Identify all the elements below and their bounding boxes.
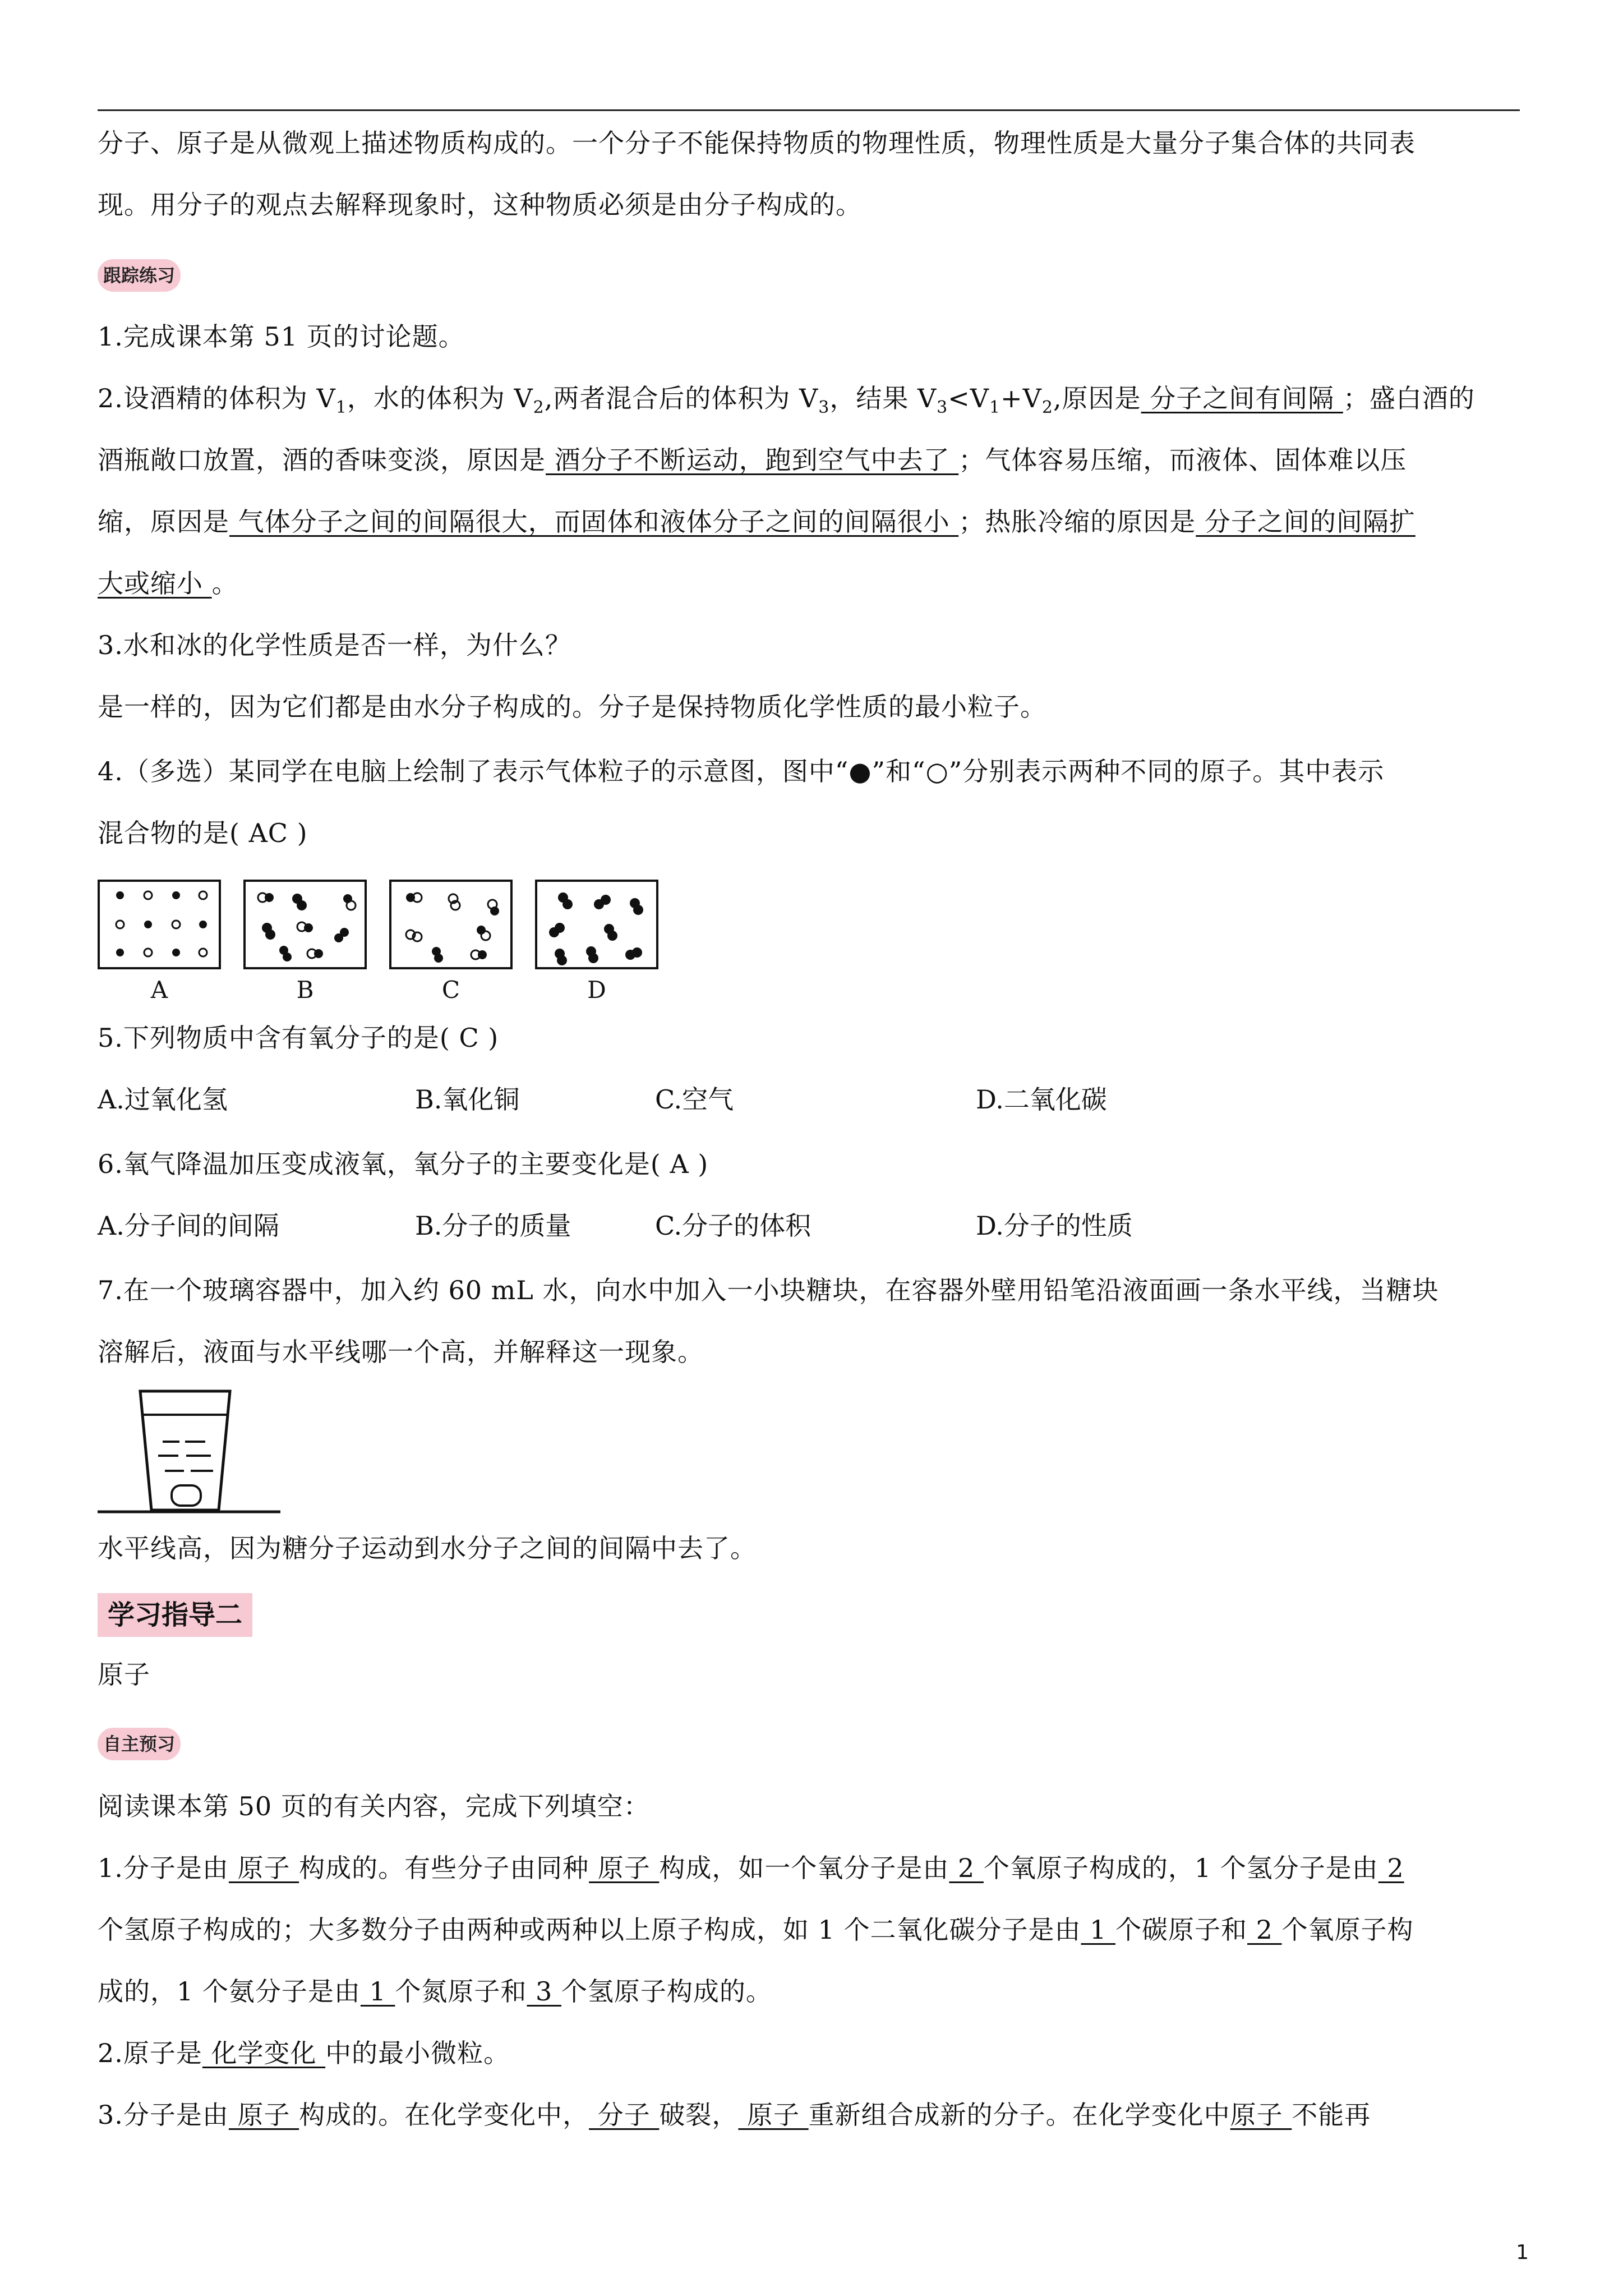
preview-1-line-1 — [98, 1851, 1533, 1885]
diagram-d-svg — [537, 882, 656, 967]
answer-blank: 化学变化 — [202, 2038, 326, 2068]
text: 中的最小微粒。 — [325, 2038, 510, 2068]
text: 个氧原子构 — [1281, 1915, 1414, 1945]
question-2-line-2 — [98, 443, 1533, 477]
question-7-line-1: 7.在一个玻璃容器中，加入约 60 mL 水，向水中加入一小块糖块，在容器外壁用铅笔沿液面画一条水平线，当糖块 — [98, 1275, 1439, 1305]
text: 2.设酒精的体积为 V — [98, 383, 336, 413]
q6-option-d: D.分子的性质 — [976, 1211, 1133, 1241]
question-7-line-2: 溶解后，液面与水平线哪一个高，并解释这一现象。 — [98, 1337, 704, 1367]
preview-3 — [98, 2098, 1533, 2132]
text: ；热胀冷缩的原因是 — [958, 507, 1196, 537]
text: 构成的。在化学变化中， — [299, 2100, 589, 2130]
text: <V — [948, 383, 990, 413]
diagram-label-d: D — [587, 976, 606, 1004]
text: ，结果 V — [829, 383, 937, 413]
diagram-label-c: C — [441, 976, 460, 1004]
tag-tracking-practice: 跟踪练习 — [98, 259, 181, 292]
text: ,原因是 — [1053, 383, 1141, 413]
diagram-label-a: A — [150, 976, 168, 1004]
answer-blank: 原子 — [228, 2100, 299, 2130]
text: 重新组合成新的分子。在化学变化中 — [808, 2100, 1230, 2130]
answer-blank: 酒分子不断运动，跑到空气中去了 — [546, 445, 959, 475]
answer-blank: 2 — [1378, 1853, 1404, 1883]
question-2-line-3 — [98, 505, 1533, 539]
text: 个氢原子构成的。 — [561, 1976, 772, 2007]
q5-option-b: B.氧化铜 — [415, 1084, 520, 1115]
q6-option-b: B.分子的质量 — [415, 1211, 571, 1241]
q5-option-d: D.二氧化碳 — [976, 1084, 1107, 1115]
text: 个氧原子构成的，1 个氢分子是由 — [983, 1853, 1378, 1883]
answer-blank: 大或缩小 — [98, 568, 212, 599]
header-rule — [98, 109, 1520, 111]
text: 不能再 — [1292, 2100, 1371, 2130]
text: ；气体容易压缩，而液体、固体难以压 — [958, 445, 1407, 475]
q6-option-a: A.分子间的间隔 — [98, 1211, 279, 1241]
text: ,两者混合后的体积为 V — [544, 383, 819, 413]
preview-1-line-3 — [98, 1975, 1533, 2008]
question-2-line-1 — [98, 381, 1533, 425]
intro-line-2: 现。用分子的观点去解释现象时，这种物质必须是由分子构成的。 — [98, 190, 862, 220]
preview-2 — [98, 2036, 1533, 2070]
q6-option-c: C.分子的体积 — [655, 1211, 811, 1241]
particle-diagram-a — [98, 880, 221, 969]
subscript: 3 — [937, 398, 948, 417]
answer-blank: 1 — [360, 1976, 395, 2007]
q5-option-c: C.空气 — [655, 1084, 734, 1115]
question-5: 5.下列物质中含有氧分子的是( C ) — [98, 1023, 499, 1053]
beaker-diagram — [95, 1386, 286, 1520]
particle-diagram-d — [535, 880, 658, 969]
text: 缩，原因是 — [98, 507, 229, 537]
text: 构成的。有些分子由同种 — [299, 1853, 589, 1883]
answer-blank: 气体分子之间的间隔很大，而固体和液体分子之间的间隔很小 — [229, 507, 959, 537]
text: ，水的体积为 V — [347, 383, 533, 413]
subscript: 1 — [335, 398, 347, 417]
tag-self-preview: 自主预习 — [98, 1728, 181, 1760]
section-subtitle-atom: 原子 — [98, 1659, 150, 1690]
text: 破裂， — [659, 2100, 739, 2130]
answer-blank: 原子 — [228, 1853, 299, 1883]
answer-blank: 1 — [1081, 1915, 1116, 1945]
diagram-a-svg — [100, 882, 219, 967]
text: 个碳原子和 — [1115, 1915, 1248, 1945]
text: 个氢原子构成的；大多数分子由两种或两种以上原子构成，如 1 个二氧化碳分子是由 — [98, 1915, 1081, 1945]
question-7-answer: 水平线高，因为糖分子运动到水分子之间的间隔中去了。 — [98, 1533, 757, 1563]
text: 构成，如一个氧分子是由 — [659, 1853, 949, 1883]
page-number: 1 — [1516, 2241, 1529, 2264]
intro-line-1: 分子、原子是从微观上描述物质构成的。一个分子不能保持物质的物理性质，物理性质是大量分子集合体的共同表 — [98, 128, 1415, 158]
q5-option-a: A.过氧化氢 — [98, 1084, 228, 1115]
text: 成的，1 个氨分子是由 — [98, 1976, 361, 2007]
answer-blank: 分子之间的间隔扩 — [1196, 507, 1415, 537]
text: +V — [1000, 383, 1042, 413]
diagram-c-svg — [391, 882, 510, 967]
section-title-guide-2: 学习指导二 — [98, 1593, 252, 1637]
question-2-line-4 — [98, 567, 1533, 600]
answer-blank: 2 — [1247, 1915, 1282, 1945]
text: 。 — [211, 568, 238, 599]
particle-diagram-b — [243, 880, 367, 969]
question-3: 3.水和冰的化学性质是否一样，为什么？ — [98, 630, 571, 660]
text: 个氮原子和 — [395, 1976, 527, 2007]
question-6: 6.氧气降温加压变成液氧，氧分子的主要变化是( A ) — [98, 1149, 709, 1179]
subscript: 3 — [818, 398, 830, 417]
particle-diagram-c — [389, 880, 513, 969]
subscript: 2 — [1041, 398, 1053, 417]
answer-blank: 原子 — [738, 2100, 809, 2130]
text: 3.分子是由 — [98, 2100, 229, 2130]
answer-blank: 3 — [527, 1976, 561, 2007]
diagram-label-b: B — [296, 976, 314, 1004]
answer-blank: 分子 — [589, 2100, 660, 2130]
question-3-answer: 是一样的，因为它们都是由水分子构成的。分子是保持物质化学性质的最小粒子。 — [98, 692, 1046, 722]
subscript: 2 — [533, 398, 545, 417]
text: 2.原子是 — [98, 2038, 202, 2068]
text: 1.分子是由 — [98, 1853, 229, 1883]
question-1: 1.完成课本第 51 页的讨论题。 — [98, 321, 465, 352]
preview-intro: 阅读课本第 50 页的有关内容，完成下列填空： — [98, 1791, 650, 1821]
answer-blank: 分子之间有间隔 — [1141, 383, 1343, 413]
text: 酒瓶敞口放置，酒的香味变淡，原因是 — [98, 445, 546, 475]
question-4-line-1: 4.（多选）某同学在电脑上绘制了表示气体粒子的示意图，图中“●”和“○”分别表示两种不同的原子。其中表示 — [98, 756, 1385, 786]
preview-1-line-2 — [98, 1913, 1533, 1947]
answer-blank: 原子 — [1230, 2100, 1292, 2130]
question-4-line-2: 混合物的是( AC ) — [98, 818, 308, 848]
answer-blank: 2 — [949, 1853, 984, 1883]
text: ；盛白酒的 — [1343, 383, 1475, 413]
answer-blank: 原子 — [589, 1853, 660, 1883]
diagram-b-svg — [246, 882, 365, 967]
subscript: 1 — [989, 398, 1001, 417]
